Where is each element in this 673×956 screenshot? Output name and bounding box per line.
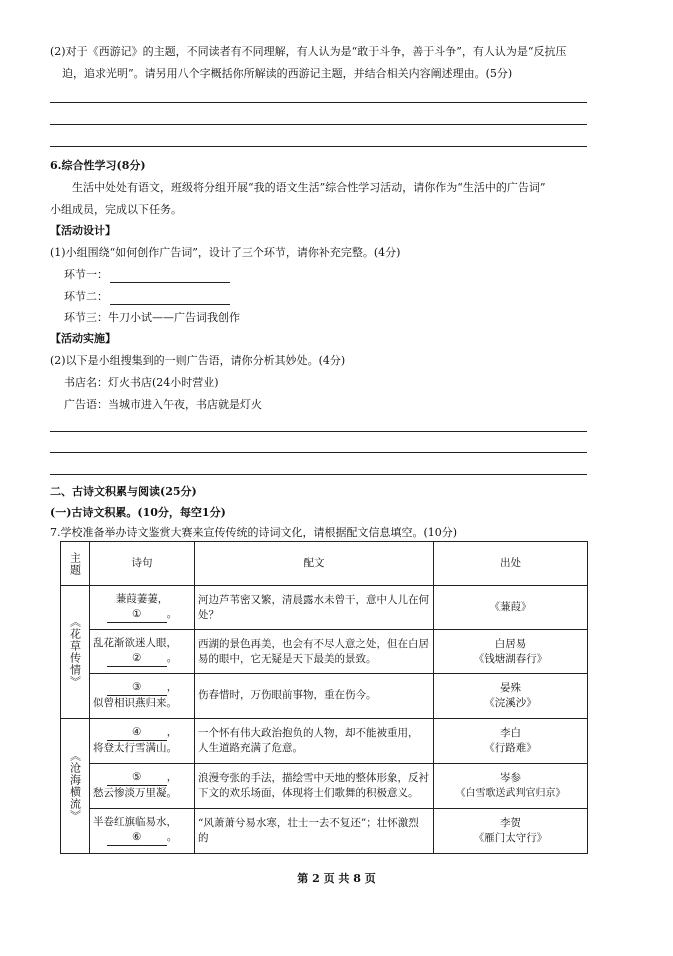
source-cell: 岑参 《白雪歌送武判官归京》 <box>434 763 588 808</box>
q7-question: 7.学校准备举办诗文鉴赏大赛来宣传传统的诗词文化，请根据配文信息填空。(10分) <box>50 526 458 539</box>
header-theme: 主题 <box>61 542 90 586</box>
shop-name: 书店名：灯火书店(24小时营业) <box>64 376 219 389</box>
q6-2-question: (2)以下是小组搜集到的一则广告语，请你分析其妙处。(4分) <box>50 354 346 367</box>
source-cell: 李白 《行路难》 <box>434 718 588 763</box>
source-cell: 晏殊 《浣溪沙》 <box>434 674 588 718</box>
note-cell: 西湖的景色再美，也会有不尽人意之处，但在白居 易的眼中，它无疑是天下最美的景致。 <box>195 630 434 674</box>
poem-line-cell: 乱花渐欲迷人眼， ② 。 <box>90 630 195 674</box>
q6-intro-1: 生活中处处有语文，班级将分组开展“我的语文生活”综合性学习活动，请你作为“生活中的广告词” <box>72 181 546 194</box>
step-1-blank[interactable] <box>110 270 230 283</box>
note-cell: 浪漫夸张的手法，描绘雪中天地的整体形象，反衬 下文的欢乐场面，体现将士们歌舞的积极意义。 <box>195 763 434 808</box>
q5-2-line2: 迫，追求光明”。请另用八个字概括你所解读的西游记主题，并结合相关内容阐述理由。(5分) <box>62 67 513 80</box>
table-header-row <box>61 542 588 586</box>
table-row <box>61 763 588 808</box>
source-cell: 《蒹葭》 <box>434 586 588 630</box>
activity-impl-label: 【活动实施】 <box>50 332 116 345</box>
step-2-blank[interactable] <box>110 292 230 305</box>
answer-line[interactable] <box>50 146 587 147</box>
header-note: 配文 <box>195 542 434 586</box>
table-row <box>61 718 588 763</box>
poem-table <box>60 541 588 854</box>
theme-group-1: 《花草传情》 <box>61 586 90 718</box>
theme-group-2: 《沧海横流》 <box>61 718 90 853</box>
activity-design-label: 【活动设计】 <box>50 224 116 237</box>
note-cell: 河边芦苇密又繁，清晨露水未曾干，意中人儿在何 处？ <box>195 586 434 630</box>
note-cell: 一个怀有伟大政治抱负的人物，却不能被重用， 人生道路充满了危意。 <box>195 718 434 763</box>
blank-3[interactable]: ③ <box>107 680 167 696</box>
q6-heading: 6.综合性学习(8分) <box>50 159 146 172</box>
poem-line-cell: 半卷红旗临易水， ⑥ 。 <box>90 808 195 853</box>
source-cell: 白居易 《钱塘湖春行》 <box>434 630 588 674</box>
blank-4[interactable]: ④ <box>107 725 167 741</box>
blank-1[interactable]: ① <box>107 607 167 623</box>
answer-line[interactable] <box>50 452 587 453</box>
table-row <box>61 630 588 674</box>
table-row <box>61 674 588 718</box>
step-2 <box>64 289 230 305</box>
blank-6[interactable]: ⑥ <box>107 830 167 846</box>
answer-line[interactable] <box>50 102 587 103</box>
poem-line-cell: ④ ， 将登太行雪满山。 <box>90 718 195 763</box>
answer-line[interactable] <box>50 124 587 125</box>
note-cell: 伤春惜时，万伤眼前事物，重在伤今。 <box>195 674 434 718</box>
table-row <box>61 586 588 630</box>
table-row <box>61 808 588 853</box>
blank-5[interactable]: ⑤ <box>107 770 167 786</box>
page-footer: 第 2 页 共 8 页 <box>297 872 376 885</box>
step-1-label: 环节一： <box>64 268 108 281</box>
note-cell: “风萧萧兮易水寒，壮士一去不复还”；壮怀激烈 的 <box>195 808 434 853</box>
source-cell: 李贺 《雁门太守行》 <box>434 808 588 853</box>
answer-line[interactable] <box>50 431 587 432</box>
header-source: 出处 <box>434 542 588 586</box>
poem-line-cell: 蒹葭萋萋， ① 。 <box>90 586 195 630</box>
answer-line[interactable] <box>50 474 587 475</box>
poem-line-cell: ⑤ ， 愁云惨淡万里凝。 <box>90 763 195 808</box>
slogan: 广告语：当城市进入午夜，书店就是灯火 <box>64 398 262 411</box>
q6-1-question: (1)小组围绕“如何创作广告词”，设计了三个环节，请你补充完整。(4分) <box>50 246 401 259</box>
blank-2[interactable]: ② <box>107 651 167 667</box>
section-2-sub: (一)古诗文积累。(10分，每空1分) <box>50 506 226 519</box>
step-3: 环节三：牛刀小试——广告词我创作 <box>64 311 240 324</box>
poem-line-cell: ③ ， 似曾相识燕归来。 <box>90 674 195 718</box>
header-line: 诗句 <box>90 542 195 586</box>
step-2-label: 环节二： <box>64 290 108 303</box>
q5-2-line1: (2)对于《西游记》的主题，不同读者有不同理解，有人认为是“敢于斗争，善于斗争”，有人认为是“反抗压 <box>50 45 567 58</box>
q6-intro-2: 小组成员，完成以下任务。 <box>50 203 182 216</box>
step-1 <box>64 267 230 283</box>
section-2-heading: 二、古诗文积累与阅读(25分) <box>50 485 197 498</box>
